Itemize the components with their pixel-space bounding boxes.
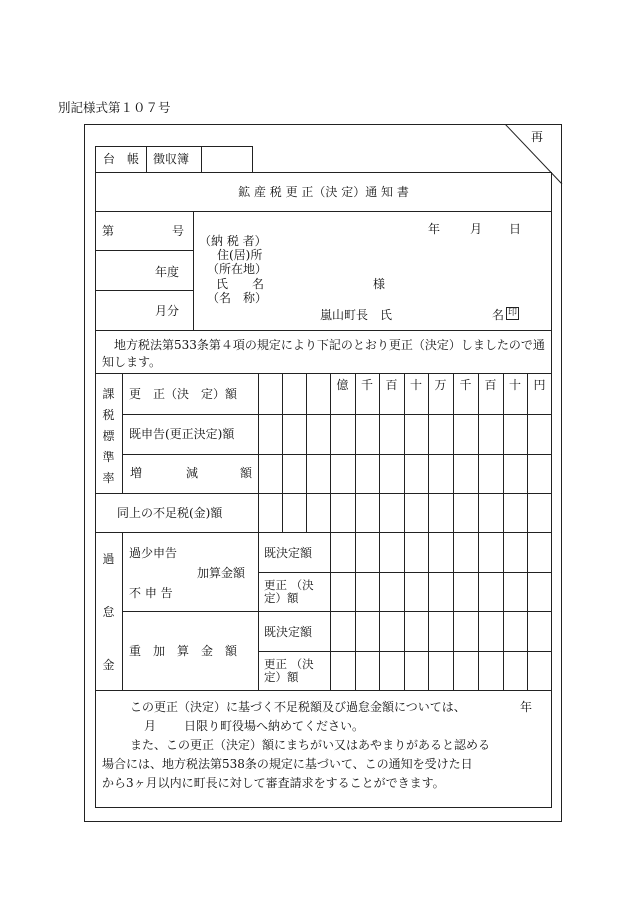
kazei-char-2: 税 [102,408,115,422]
footer-line2a: 月 [144,719,157,733]
footer-line5: から3ヶ月以内に町長に対して審査請求をすることができます。 [102,776,445,790]
label-dai: 第 [102,224,115,238]
digit-header-en: 円 [533,378,546,392]
kazei-char-3: 標 [102,429,115,443]
footer-line1a: この更正（決定）に基づく不足税額及び過怠金額については、 [130,700,466,714]
date-day: 日 [509,222,522,236]
form-number: 別記様式第１０７号 [58,100,171,115]
date-month: 月 [470,222,483,236]
ledger-daicho: 台 帳 [103,152,140,166]
corner-mark: 再 [531,130,544,144]
seal-text: 印 [507,308,517,318]
footer-line4: 場合には、地方税法第538条の規定に基づいて、この通知を受けた日 [102,757,473,771]
issuer-mei: 名 [492,308,505,322]
taxpayer-header: （納 税 者） [199,234,267,248]
taxpayer-name-corp: （名 称） [207,291,268,305]
issuer-mayor: 嵐山町長 氏 [320,308,393,322]
ledger-choshubo: 徴収簿 [153,152,190,166]
digit-header-ju: 十 [409,378,422,392]
kataikin-char-1: 過 [102,552,115,566]
footer-line3: また、この更正（決定）額にまちがい又はあやまりがあると認める [130,738,491,752]
digit-header-ju2: 十 [508,378,521,392]
digit-header-hyaku: 百 [385,378,398,392]
taxpayer-location: （所在地） [207,262,268,276]
row-fusoku-label: 同上の不足税(金)額 [117,506,223,520]
kosei-label-2a: 更正 （決 [264,657,314,671]
row-kosei-label: 更 正（決 定）額 [129,387,238,401]
footer-line1b: 年 [520,700,533,714]
document-title: 鉱 産 税 更 正（決 定）通 知 書 [238,185,409,199]
kazei-char-5: 率 [102,471,115,485]
jukasan-label: 重 加 算 金 額 [129,644,238,658]
digit-header-man: 万 [434,378,447,392]
row-zogen-label-a: 増 [130,466,143,480]
taxpayer-address: 住(居)所 [217,248,263,262]
seal-box [506,307,519,320]
row-zogen-label-b: 減 [186,466,199,480]
kiketteigaku-label-2: 既決定額 [264,625,313,639]
kasho-label: 過少申告 [129,546,178,560]
kataikin-char-2: 怠 [102,605,115,619]
label-go: 号 [172,224,185,238]
row-kishinkoku-label: 既申告(更正決定)額 [129,427,235,441]
kiketteigaku-label-1: 既決定額 [264,546,313,560]
digit-header-sen: 千 [360,378,373,392]
kosei-label-1a: 更正 （決 [264,578,314,592]
label-tsukibun: 月分 [155,304,180,318]
digit-header-hyaku2: 百 [484,378,497,392]
digit-header-sen2: 千 [459,378,472,392]
date-year: 年 [428,222,441,236]
digit-header-oku: 億 [336,378,349,392]
kataikin-char-3: 金 [102,658,115,672]
row-zogen-label-c: 額 [240,466,253,480]
kazei-char-4: 準 [102,450,115,464]
kosei-label-1b: 定）額 [264,591,299,605]
fushinkoku-label: 不 申 告 [129,586,173,600]
footer-line2b: 日限り町役場へ納めてください。 [184,719,365,733]
taxpayer-name: 氏 名 [216,277,265,291]
kasan-label: 加算金額 [197,566,246,580]
kosei-label-2b: 定）額 [264,670,299,684]
kazei-char-1: 課 [102,387,115,401]
label-nendo: 年度 [155,265,180,279]
taxpayer-sama: 様 [373,277,386,291]
notice-text: 地方税法第533条第４項の規定により下記のとおり更正（決定）しましたので通知します。 [102,338,545,369]
